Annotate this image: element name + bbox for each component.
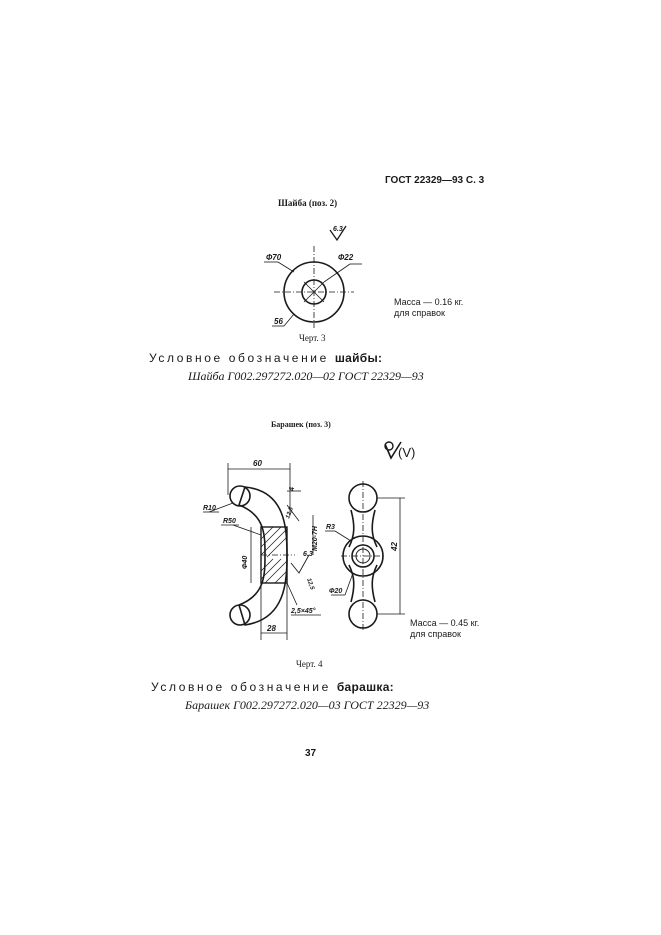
washer-drawing	[250, 218, 390, 343]
wingnut-roughness-symbol: (V)	[398, 445, 416, 460]
washer-designation-label: Условное обозначение	[149, 351, 329, 365]
washer-designation-word: шайбы:	[334, 351, 383, 365]
wingnut-designation-value: Барашек Г002.297272.020—03 ГОСТ 22329—93	[185, 698, 430, 712]
washer-title: Шайба (поз. 2)	[278, 198, 338, 208]
wingnut-dim-12-5-a: 12,5	[285, 506, 295, 520]
washer-mass: Масса — 0.16 кг.	[394, 297, 464, 307]
wingnut-mass-block	[410, 618, 479, 640]
washer-inner-dia: Ф22	[338, 253, 354, 262]
wingnut-dim-4: 4	[289, 487, 296, 491]
standard-reference: ГОСТ 22329—93 С. 3	[385, 175, 485, 186]
wingnut-dim-28: 28	[267, 624, 276, 633]
wingnut-mass: Масса — 0.45 кг.	[410, 618, 480, 628]
wingnut-title: Барашек (поз. 3)	[271, 420, 331, 429]
washer-roughness-label: 6.3	[333, 226, 343, 233]
wingnut-drawing	[195, 455, 430, 655]
wingnut-width-60: 60	[253, 459, 262, 468]
wingnut-caption: Черт. 4	[296, 659, 323, 669]
washer-thickness: 56	[274, 317, 283, 326]
wingnut-rough-6-3: 6.3	[303, 551, 313, 558]
page-number: 37	[305, 748, 317, 759]
washer-caption: Черт. 3	[299, 333, 326, 343]
wingnut-designation-word: барашка:	[336, 680, 394, 694]
wingnut-dim-42: 42	[390, 542, 399, 551]
washer-designation-heading	[149, 351, 382, 365]
wingnut-dia-20: Ф20	[329, 588, 343, 595]
washer-mass-block	[394, 297, 463, 319]
washer-mass-note: для справок	[394, 308, 445, 318]
washer-designation-value: Шайба Г002.297272.020—02 ГОСТ 22329—93	[188, 369, 424, 383]
wingnut-mass-note: для справок	[410, 629, 461, 639]
washer-outer-dia: Ф70	[266, 253, 282, 262]
wingnut-thread: М20-7Н	[312, 526, 319, 551]
wingnut-designation-label: Условное обозначение	[151, 680, 331, 694]
wingnut-dia-40: Ф40	[242, 555, 249, 569]
wingnut-r10: R10	[203, 505, 216, 512]
wingnut-chamfer: 2,5×45°	[291, 608, 316, 615]
wingnut-r50: R50	[223, 518, 236, 525]
wingnut-designation-heading	[151, 680, 394, 694]
wingnut-dim-12-5-b: 12,5	[305, 577, 315, 591]
wingnut-r3: R3	[326, 524, 335, 531]
